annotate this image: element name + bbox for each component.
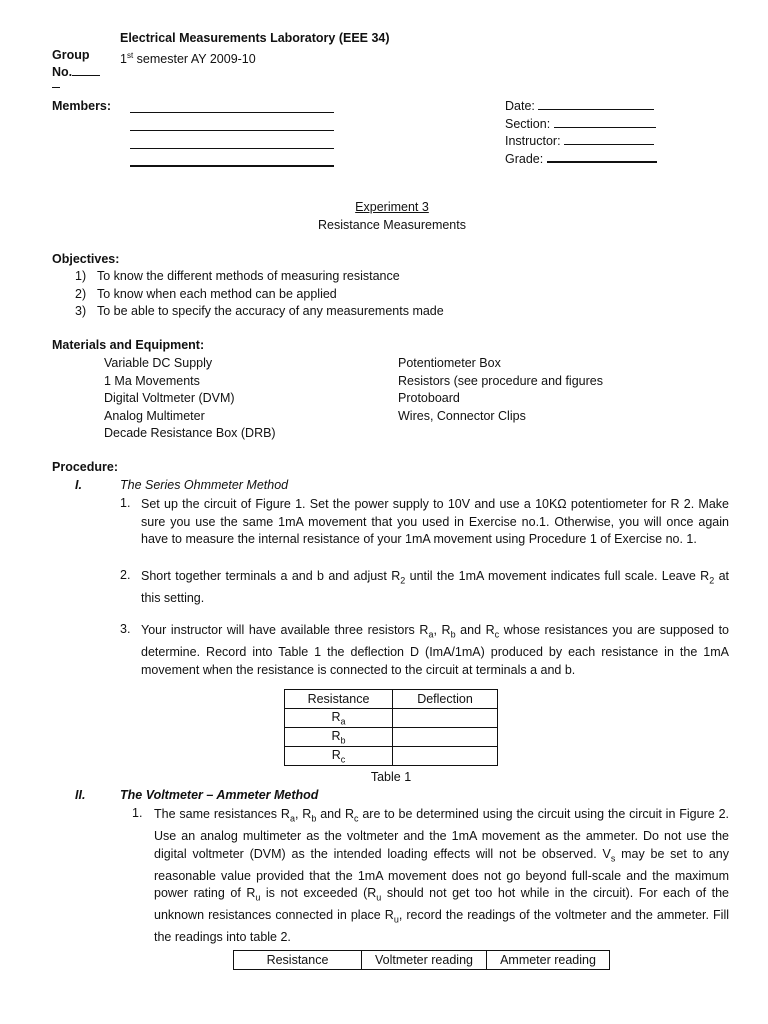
objective-2-text: To know when each method can be applied [97, 287, 337, 301]
experiment-title: Resistance Measurements [318, 218, 466, 232]
instructor-field [505, 134, 654, 148]
step-1-1-text: Set up the circuit of Figure 1. Set the power supply to 10V and use a 10KΩ potentiometer for R 2. Make sure you use the same 1mA movement that you used in Exercise no.1. Otherwise, you will once again have to measure the internal resistance of your 1mA movement using Procedure 1 of Exercise no. 1. [141, 497, 729, 546]
table-2-header-ammeter: Ammeter reading [487, 951, 610, 970]
material-left-4: Analog Multimeter [104, 409, 205, 423]
table-1-cell-deflection [393, 728, 498, 747]
instructor-line [564, 144, 654, 145]
semester-line [120, 51, 256, 66]
subscript: a [428, 629, 434, 640]
text-part: and R [316, 807, 354, 821]
table-1-header-deflection: Deflection [393, 690, 498, 709]
table-1-cell-deflection [393, 747, 498, 766]
instructor-label: Instructor: [505, 134, 561, 148]
step-1-2-number: 2. [120, 568, 131, 582]
section-line [554, 127, 656, 128]
procedure-heading: Procedure: [52, 460, 118, 474]
table-row [285, 728, 498, 747]
semester-text: semester AY 2009-10 [133, 52, 256, 67]
group-label: Group [52, 48, 90, 62]
objectives-heading: Objectives: [52, 252, 120, 266]
lab-title: Electrical Measurements Laboratory (EEE 34) [120, 31, 390, 45]
subscript: u [376, 892, 382, 903]
text-part: are to be determined using the circuit using the circuit in Figure 2. Use an analog multimeter as the voltmeter and the 1mA movement as the ammeter. Do not use the digital voltmeter (DVM) as the intended loading effects will not be observed. V [154, 807, 729, 861]
material-left-1: Variable DC Supply [104, 356, 213, 370]
material-right-4: Wires, Connector Clips [398, 409, 526, 423]
no-label: No. [52, 65, 73, 79]
subscript: c [340, 754, 346, 765]
table-2-header-resistance: Resistance [234, 951, 362, 970]
step-1-1-number: 1. [120, 496, 131, 510]
grade-field [505, 152, 657, 166]
text-part: The same resistances R [154, 807, 290, 821]
date-line [538, 109, 654, 110]
material-right-2: Resistors (see procedure and figures [398, 374, 603, 388]
subscript: s [610, 853, 616, 863]
experiment-number: Experiment 3 [355, 200, 429, 214]
objective-3-text: To be able to specify the accuracy of any measurements made [97, 304, 444, 318]
member-line-1 [130, 112, 334, 113]
text-part: may be set to any reasonable value provided that the 1mA movement does not go beyond full-scale and the maximum power rating of R [154, 846, 729, 900]
subscript: c [494, 629, 500, 640]
subscript: u [393, 914, 399, 925]
subscript: b [450, 629, 456, 640]
table-1-caption: Table 1 [370, 770, 412, 784]
semester-ordinal: st [126, 51, 134, 60]
member-line-2 [130, 130, 334, 131]
materials-heading: Materials and Equipment: [52, 338, 205, 352]
semester-number: 1 [120, 52, 127, 67]
step-1-3-text-d: whose resistances you are supposed to determine. Record into Table 1 the deflection D (ImA/1mA) produced by each resistance in the 1mA movement when the resistance is connected to the circuit at terminals a and b. [141, 623, 729, 677]
step-1-2-text-c: at this setting. [141, 569, 729, 605]
table-1-header-row [285, 690, 498, 709]
member-line-4 [130, 165, 334, 167]
grade-label: Grade: [505, 152, 544, 166]
text-part: should not get too hot while in the circuit). For each of the unknown resistances connected in place R [154, 886, 730, 922]
subscript: a [289, 813, 295, 824]
date-label: Date: [505, 99, 535, 113]
table-2-header-row [234, 951, 610, 970]
table-row [285, 747, 498, 766]
section-label: Section: [505, 117, 551, 131]
subscript: a [340, 716, 346, 727]
table-1-cell-resistance [285, 709, 393, 728]
text-part: , R [294, 807, 312, 821]
step-1-3-number: 3. [120, 622, 131, 636]
step-1-2-text-b: until the 1mA movement indicates full scale. Leave R [405, 569, 710, 583]
group-number-underline-overflow [52, 87, 60, 88]
table-1 [284, 689, 498, 766]
material-right-3: Protoboard [398, 391, 460, 405]
step-1-3-text [141, 622, 729, 679]
text-part: , record the readings of the voltmeter and the ammeter. Fill the readings into table 2. [154, 908, 729, 944]
step-2-1-number: 1. [132, 806, 143, 820]
step-1-3-text-b: , R [433, 623, 451, 637]
subscript: 2 [400, 575, 406, 586]
step-1-3-text-c: and R [455, 623, 495, 637]
subscript: c [353, 813, 359, 824]
resistor-symbol: R [331, 709, 341, 724]
table-1-cell-resistance [285, 747, 393, 766]
grade-line [547, 161, 657, 163]
table-1-cell-resistance [285, 728, 393, 747]
step-2-1-text [154, 806, 729, 947]
section-field [505, 117, 656, 131]
step-1-3-text-a: Your instructor will have available three resistors R [141, 623, 429, 637]
objective-2-number: 2) [75, 287, 87, 301]
material-left-2: 1 Ma Movements [104, 374, 200, 388]
resistor-symbol: R [331, 747, 341, 762]
subscript: u [255, 892, 261, 903]
material-left-5: Decade Resistance Box (DRB) [104, 426, 276, 440]
text-part: is not exceeded (R [260, 886, 377, 900]
section-1-title: The Series Ohmmeter Method [120, 478, 289, 492]
subscript: b [311, 813, 317, 824]
objective-1-number: 1) [75, 269, 87, 283]
material-left-3: Digital Voltmeter (DVM) [104, 391, 235, 405]
objective-1-text: To know the different methods of measuring resistance [97, 269, 400, 283]
table-2-header-voltmeter: Voltmeter reading [362, 951, 487, 970]
members-label: Members: [52, 99, 112, 113]
subscript: 2 [709, 575, 715, 586]
resistor-symbol: R [331, 728, 341, 743]
objective-3-number: 3) [75, 304, 87, 318]
step-1-2-text-a: Short together terminals a and b and adjust R [141, 569, 401, 583]
section-2-numeral: II. [75, 788, 86, 802]
table-2 [233, 950, 610, 970]
table-row [285, 709, 498, 728]
group-number-field [52, 65, 100, 79]
section-1-numeral: I. [75, 478, 82, 492]
subscript: b [340, 735, 346, 746]
date-field [505, 99, 654, 113]
step-1-2-text [141, 568, 729, 608]
group-number-line [72, 75, 100, 76]
table-1-cell-deflection [393, 709, 498, 728]
member-line-3 [130, 148, 334, 149]
table-1-header-resistance: Resistance [285, 690, 393, 709]
material-right-1: Potentiometer Box [398, 356, 501, 370]
section-2-title: The Voltmeter – Ammeter Method [120, 788, 319, 802]
